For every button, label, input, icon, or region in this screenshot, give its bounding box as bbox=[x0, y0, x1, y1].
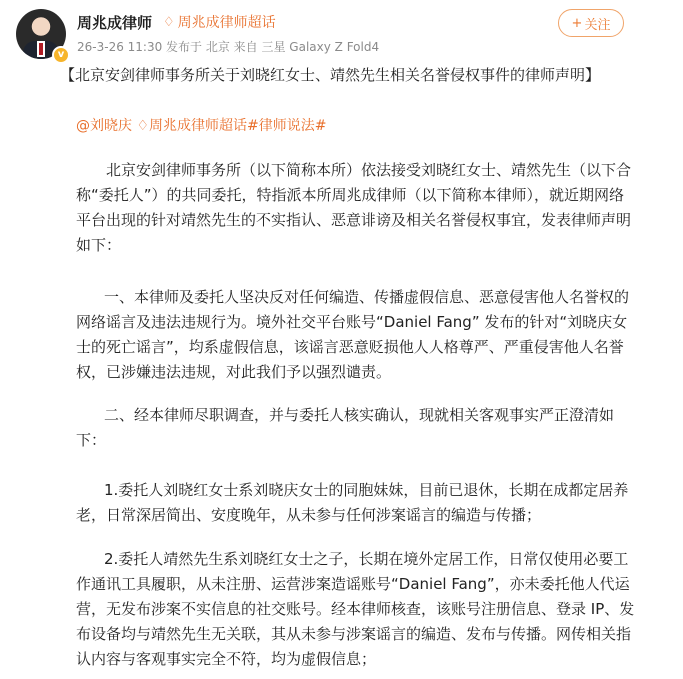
verified-badge-icon: v bbox=[52, 46, 70, 64]
plus-icon: + bbox=[571, 15, 583, 31]
follow-button[interactable] bbox=[558, 9, 624, 37]
mention-line bbox=[76, 115, 326, 135]
supertopic-label: 周兆成律师超话 bbox=[177, 15, 276, 31]
paragraph-item-1: 1.委托人刘晓红女士系刘晓庆女士的同胞妹妹，目前已退休，长期在成都定居养老，日常深居简出、安度晚年，从未参与任何涉案谣言的编造与传播； bbox=[76, 481, 629, 524]
diamond-icon: ♢ bbox=[136, 118, 150, 134]
paragraph-section-2: 二、经本律师尽职调查，并与委托人核实确认，现就相关客观事实严正澄清如下： bbox=[76, 406, 615, 449]
hashtag-link[interactable]: #律师说法# bbox=[247, 118, 327, 134]
diamond-icon: ♢ bbox=[163, 14, 175, 30]
mention-supertopic-link[interactable]: 周兆成律师超话 bbox=[149, 118, 248, 134]
paragraph-item-2: 2.委托人靖然先生系刘晓红女士之子，长期在境外定居工作，日常仅使用必要工作通讯工具履职，从未注册、运营涉案造谣账号“Daniel Fang”，亦未委托他人代运营，无发布涉案不实信息的社交账号。经本律师核查，该账号注册信息、登录 IP、发布设备均与靖然先生无关联，其从未参与涉案谣言的编造、发布与传播。网传相关指认内容与客观事实完全不符，均为虚假信息； bbox=[76, 550, 635, 668]
author-name[interactable]: 周兆成律师 bbox=[77, 14, 153, 32]
mention-link[interactable]: @刘晓庆 bbox=[76, 118, 132, 134]
paragraph-intro: 北京安剑律师事务所（以下简称本所）依法接受刘晓红女士、靖然先生（以下合称“委托人”）的共同委托，特指派本所周兆成律师（以下简称本律师），就近期网络平台出现的针对靖然先生的不实指认、恶意诽谤及相关名誉侵权事宜，发表律师声明如下： bbox=[76, 161, 632, 254]
post-title: 【北京安剑律师事务所关于刘晓红女士、靖然先生相关名誉侵权事件的律师声明】 bbox=[60, 66, 601, 84]
supertopic-link[interactable] bbox=[163, 12, 276, 32]
avatar-tie bbox=[39, 43, 43, 55]
follow-label: 关注 bbox=[584, 17, 611, 33]
paragraph-section-1: 一、本律师及委托人坚决反对任何编造、传播虚假信息、恶意侵害他人名誉权的网络谣言及违法违规行为。境外社交平台账号“Daniel Fang” 发布的针对“刘晓庆女士的死亡谣言”，均系虚假信息，该谣言恶意贬损他人人格尊严、严重侵害他人名誉权，已涉嫌违法违规，对此我们予以强烈谴责。 bbox=[76, 288, 630, 381]
post-meta: 26-3-26 11:30 发布于 北京 来自 三星 Galaxy Z Fold4 bbox=[77, 40, 380, 54]
